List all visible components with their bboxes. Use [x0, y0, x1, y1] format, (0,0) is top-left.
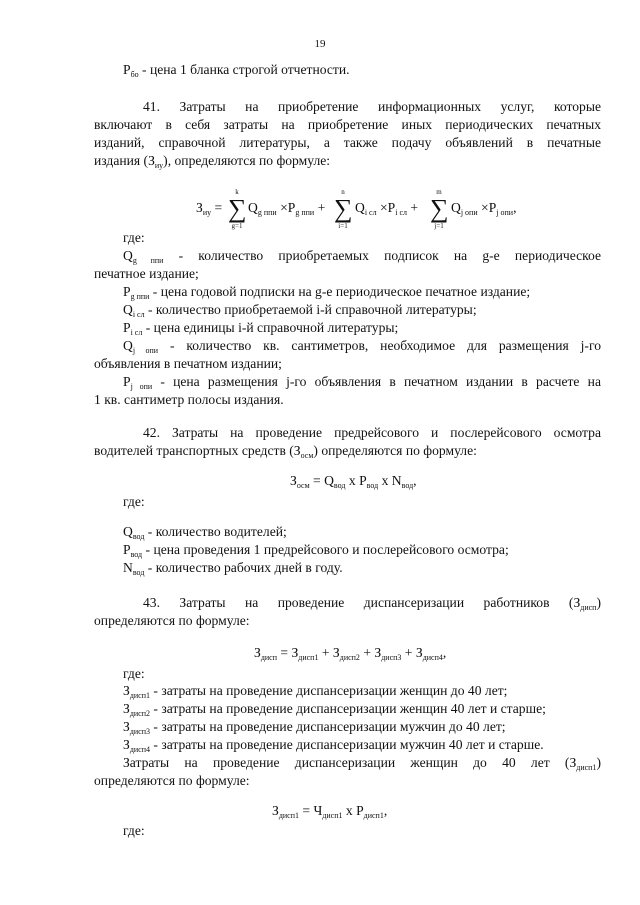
definition-line: объявления в печатном издании;: [94, 356, 282, 371]
paragraph-43-line: определяются по формуле:: [94, 613, 250, 628]
formula-43: $З_{дисп} = З_{дисп1} + З_{дисп2} + З_{дисп3} + З_{дисп4}$,: [254, 645, 447, 662]
where-label: где:: [123, 823, 145, 838]
text-line: $P_{бо}$ - цена 1 бланка строгой отчетности.: [123, 62, 350, 79]
paragraph-41-line: включают в себя затраты на приобретение иных периодических печатных: [94, 117, 601, 132]
definition-line: $З_{дисп1}$ - затраты на проведение диспансеризации женщин до 40 лет;: [123, 683, 508, 700]
definition-line: 1 кв. сантиметр полосы издания.: [94, 392, 284, 407]
where-label: где:: [123, 494, 145, 509]
paragraph-43-line: 43. Затраты на проведение диспансеризации работников $(З_{дисп})$: [143, 595, 601, 612]
sum-symbol: k ∑ g=1: [228, 188, 247, 230]
paragraph-41-line: издания $(З_{иу})$, определяются по формуле:: [94, 153, 331, 170]
definition-line: $З_{дисп2}$ - затраты на проведение диспансеризации женщин 40 лет и старше;: [123, 701, 546, 718]
definition-line: $З_{дисп3}$ - затраты на проведение диспансеризации мужчин до 40 лет;: [123, 719, 506, 736]
document-page: 19 $P_{бо}$ - цена 1 бланка строгой отчетности. 41. Затраты на приобретение информационных услуг, которые включают в себя затраты на приобретение иных периодических печатных изданий, справочной литературы, а также подачу объявлений в печатные издания $(З_{иу})$, определяются по формуле: $З_{иу}$ = k ∑ g=1 $Q_{g ппи} \times P_{g ппи}$ + n ∑ i=1 $Q_{i сл} \times P_{i сл}$ + m ∑ j=1 $Q_{j опи} \times P_{j опи}$, где: $Q_{g ппи}$ - количество приобретаемых подписок на g-е периодическое печатное издание; $P_{g ппи}$ - цена годовой подписки на g-е периодическое печатное издание; $Q_{i сл}$ - количество приобретаемой i-й справочной литературы; $P_{i сл}$ - цена единицы i-й справочной литературы; $Q_{j опи}$ - количество кв. сантиметров, необходимое для размещения j-го объявления в печатном издании; $P_{j опи}$ - цена размещения j-го объявления в печатном издании в расчете на 1 кв. сантиметр полосы издания. 42. Затраты на проведение предрейсового и послерейсового осмотра водителей транспортных средств $(З_{осм})$ определяются по формуле: $З_{осм} = Q_{вод}$ x $P_{вод}$ x $N_{вод}$, где: $Q_{вод}$ - количество водителей; $P_{вод}$ - цена проведения 1 предрейсового и послерейсового осмотра; $N_{вод}$ - количество рабочих дней в году. 43. Затраты на проведение диспансеризации работников $(З_{дисп})$ определяются по формуле: $З_{дисп} = З_{дисп1} + З_{дисп2} + З_{дисп3} + З_{дисп4}$, где: $З_{дисп1}$ - затраты на проведение диспансеризации женщин до 40 лет; $З_{дисп2}$ - затраты на проведение диспансеризации женщин 40 лет и старше; $З_{дисп3}$ - затраты на проведение диспансеризации мужчин до 40 лет; $З_{дисп4}$ - затраты на проведение диспансеризации мужчин 40 лет и старше. Затраты на проведение диспансеризации женщин до 40 лет $(З_{дисп1})$ определяются по формуле: $З_{дисп1} = Ч_{дисп1}$ x $P_{дисп1}$, где:: [0, 0, 640, 905]
paragraph-43b-line: Затраты на проведение диспансеризации женщин до 40 лет $(З_{дисп1})$: [123, 755, 601, 772]
definition-line: $З_{дисп4}$ - затраты на проведение диспансеризации мужчин 40 лет и старше.: [123, 737, 544, 754]
definition-line: $Q_{g ппи}$ - количество приобретаемых подписок на g-е периодическое: [123, 248, 602, 265]
definition-line: печатное издание;: [94, 266, 199, 281]
definition-line: $P_{i сл}$ - цена единицы i-й справочной литературы;: [123, 320, 399, 337]
definition-line: $Q_{вод}$ - количество водителей;: [123, 524, 287, 541]
paragraph-41-line: изданий, справочной литературы, а также подачу объявлений в печатные: [94, 135, 601, 150]
where-label: где:: [123, 230, 145, 245]
page-number: 19: [314, 38, 326, 50]
sum-symbol: n ∑ i=1: [334, 188, 353, 230]
paragraph-41-line: 41. Затраты на приобретение информационных услуг, которые: [143, 99, 601, 114]
definition-line: $P_{вод}$ - цена проведения 1 предрейсового и послерейсового осмотра;: [123, 542, 509, 559]
paragraph-42-line: водителей транспортных средств $(З_{осм})$ определяются по формуле:: [94, 443, 477, 460]
definition-line: $P_{g ппи}$ - цена годовой подписки на g-е периодическое печатное издание;: [123, 284, 531, 301]
paragraph-42-line: 42. Затраты на проведение предрейсового и послерейсового осмотра: [143, 425, 601, 440]
paragraph-43b-line: определяются по формуле:: [94, 773, 250, 788]
definition-line: $N_{вод}$ - количество рабочих дней в году.: [123, 560, 343, 577]
definition-line: $P_{j опи}$ - цена размещения j-го объявления в печатном издании в расчете на: [123, 374, 601, 391]
formula-43b: $З_{дисп1} = Ч_{дисп1}$ x $P_{дисп1}$,: [272, 803, 388, 820]
definition-line: $Q_{i сл}$ - количество приобретаемой i-й справочной литературы;: [123, 302, 477, 319]
formula-42: $З_{осм} = Q_{вод}$ x $P_{вод}$ x $N_{вод}$,: [290, 473, 417, 490]
where-label: где:: [123, 666, 145, 681]
definition-line: $Q_{j опи}$ - количество кв. сантиметров, необходимое для размещения j-го: [123, 338, 601, 355]
sum-symbol: m ∑ j=1: [430, 188, 449, 230]
